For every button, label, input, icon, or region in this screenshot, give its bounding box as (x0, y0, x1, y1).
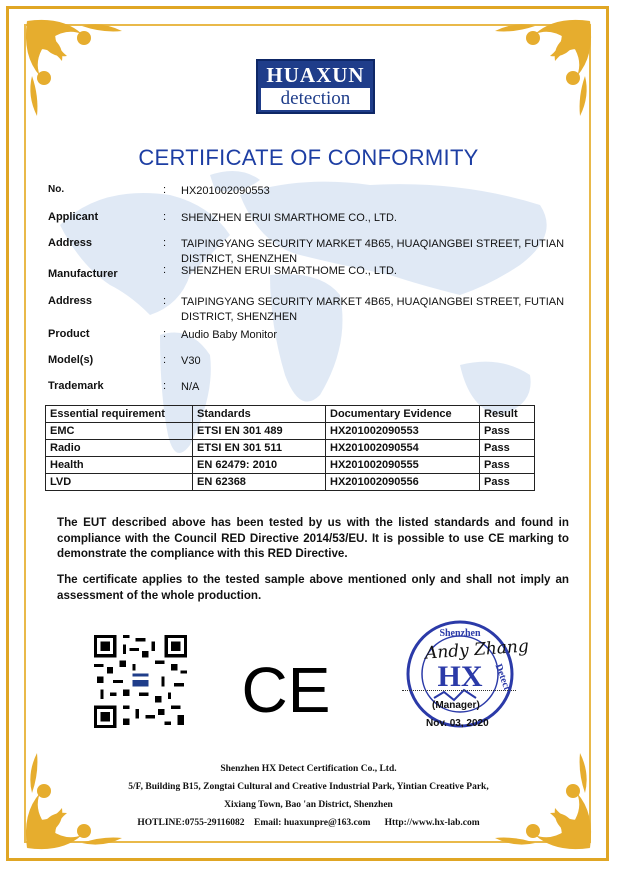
ce-mark-text: CE (242, 660, 330, 718)
field-colon: : (163, 264, 167, 276)
table-row (46, 457, 535, 474)
table-header-cell: Essential requirement (46, 406, 193, 423)
table-cell: EN 62368 (193, 474, 326, 491)
table-row (46, 440, 535, 457)
field-colon: : (163, 211, 167, 223)
seal-top-text: Shenzhen (439, 628, 481, 639)
table-cell: Radio (46, 440, 193, 457)
field-value: SHENZHEN ERUI SMARTHOME CO., LTD. (181, 265, 397, 277)
table-header-cell: Result (480, 406, 535, 423)
footer-address-line1: 5/F, Building B15, Zongtai Cultural and Creative Industrial Park, Yintian Creative Park, (128, 782, 489, 792)
issue-date: Nov. 03, 2020 (426, 718, 489, 729)
footer-address-line2: Xixiang Town, Bao 'an District, Shenzhen (224, 800, 393, 810)
field-label: Model(s) (48, 354, 94, 366)
field-value: SHENZHEN ERUI SMARTHOME CO., LTD. (181, 212, 397, 224)
field-colon: : (163, 354, 167, 366)
logo-brand: HUAXUN (266, 63, 365, 87)
scope-statement: The certificate applies to the tested sample above mentioned only and shall not imply an assessment of the whole production. (57, 573, 569, 602)
table-cell: Pass (480, 423, 535, 440)
table-cell: ETSI EN 301 511 (193, 440, 326, 457)
field-label: Address (48, 237, 93, 249)
table-header-cell: Standards (193, 406, 326, 423)
footer-company: Shenzhen HX Detect Certification Co., Ltd. (220, 764, 397, 774)
field-value: TAIPINGYANG SECURITY MARKET 4B65, HUAQIANGBEI STREET, FUTIAN DISTRICT, SHENZHEN (181, 296, 565, 323)
footer-contact: HOTLINE:0755-29116082 Email: huaxunpre@163.com Http://www.hx-lab.com (137, 818, 480, 828)
field-value: N/A (181, 381, 200, 393)
table-row (46, 474, 535, 491)
field-colon: : (163, 380, 167, 392)
table-cell: HX201002090554 (326, 440, 480, 457)
table-cell: EN 62479: 2010 (193, 457, 326, 474)
table-row (46, 423, 535, 440)
table-cell: Pass (480, 474, 535, 491)
field-value: HX201002090553 (181, 185, 270, 197)
table-cell: Health (46, 457, 193, 474)
seal-center-text: HX (437, 660, 483, 693)
table-header-cell: Documentary Evidence (326, 406, 480, 423)
ornament-top-left (22, 16, 142, 136)
table-cell: HX201002090553 (326, 423, 480, 440)
field-label: Manufacturer (48, 268, 118, 280)
signature: Andy Zhang (424, 636, 530, 664)
field-value: TAIPINGYANG SECURITY MARKET 4B65, HUAQIANGBEI STREET, FUTIAN DISTRICT, SHENZHEN (181, 238, 565, 265)
field-label: Product (48, 328, 90, 340)
table-cell: Pass (480, 457, 535, 474)
table-cell: EMC (46, 423, 193, 440)
table-cell: LVD (46, 474, 193, 491)
table-header-row (46, 406, 535, 423)
seal-right-text: Detect (492, 662, 513, 692)
field-label: Address (48, 295, 93, 307)
field-colon: : (163, 328, 167, 340)
field-value: Audio Baby Monitor (181, 329, 277, 341)
logo-subtitle: detection (261, 88, 370, 110)
field-colon: : (163, 184, 167, 196)
compliance-statement: The EUT described above has been tested by us with the listed standards and found in compliance with the Council RED Directive 2014/53/EU. It is possible to use CE marking to demonstrate the compliance with this RED Directive. (57, 516, 569, 560)
table-cell: HX201002090555 (326, 457, 480, 474)
ornament-top-right (475, 16, 595, 136)
signature-line (402, 690, 516, 691)
signer-role: (Manager) (432, 700, 480, 711)
huaxun-logo (256, 59, 375, 114)
field-colon: : (163, 237, 167, 249)
table-cell: Pass (480, 440, 535, 457)
table-cell: HX201002090556 (326, 474, 480, 491)
ce-mark (242, 660, 330, 718)
field-label: No. (48, 184, 65, 195)
field-label: Applicant (48, 211, 99, 223)
ornament-bottom-left (22, 733, 142, 853)
requirements-table (45, 405, 535, 491)
company-seal (404, 618, 516, 730)
field-value: V30 (181, 355, 201, 367)
table-cell: ETSI EN 301 489 (193, 423, 326, 440)
field-colon: : (163, 295, 167, 307)
certificate-title: CERTIFICATE OF CONFORMITY (138, 145, 479, 170)
qr-code (94, 635, 187, 728)
ornament-bottom-right (475, 733, 595, 853)
field-label: Trademark (48, 380, 104, 392)
